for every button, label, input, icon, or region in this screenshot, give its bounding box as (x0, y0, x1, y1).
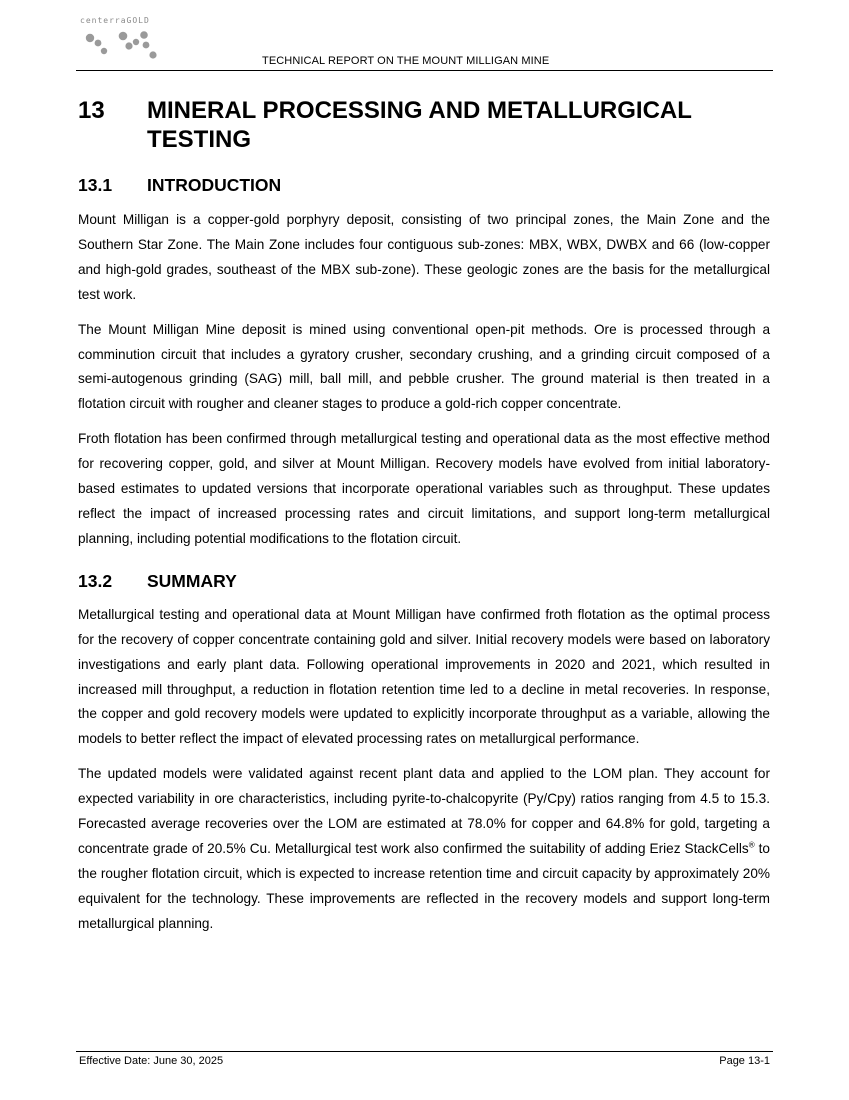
paragraph: Froth flotation has been confirmed through metallurgical testing and operational data as the most effective method for recovering copper, gold, and silver at Mount Milligan. Recovery models have evolved from initial laboratory-based estimates to updated versions that incorporate operational variables such as throughput. These updates reflect the impact of increased processing rates and circuit limitations, and support long-term metallurgical planning, including potential modifications to the flotation circuit. (78, 431, 770, 546)
section-heading-introduction (78, 174, 770, 196)
effective-date: Effective Date: June 30, 2025 (79, 1055, 224, 1067)
section-number: 13.1 (78, 175, 113, 195)
page-content (78, 96, 770, 937)
section-title: SUMMARY (147, 570, 237, 591)
logo-dots-icon (80, 24, 170, 64)
report-header-title: TECHNICAL REPORT ON THE MOUNT MILLIGAN MINE (262, 55, 550, 67)
company-logo (80, 14, 170, 64)
chapter-number: 13 (78, 97, 105, 124)
page-number: Page 13-1 (719, 1055, 770, 1067)
section-heading-summary (78, 570, 770, 592)
paragraph: Metallurgical testing and operational data at Mount Milligan have confirmed froth flotation as the optimal process for the recovery of copper concentrate containing gold and silver. Initial recovery models were based on laboratory investigations and early plant data. Following operational improvements in 2020 and 2021, which resulted in increased mill throughput, a reduction in flotation retention time led to a decline in metal recoveries. In response, the copper and gold recovery models were updated to explicitly incorporate throughput as a variable, allowing the models to better reflect the impact of elevated processing rates on metallurgical performance. (78, 606, 770, 747)
section-number: 13.2 (78, 570, 113, 591)
chapter-heading (78, 96, 770, 154)
section-title: INTRODUCTION (147, 175, 282, 195)
paragraph: Mount Milligan is a copper-gold porphyry deposit, consisting of two principal zones, the Main Zone and the Southern Star Zone. The Main Zone includes four contiguous sub-zones: MBX, WBX, DWBX and 66 (low-copper and high-gold grades, southeast of the MBX sub-zone). These geologic zones are the basis for the metallurgical test work. (78, 212, 770, 302)
header-divider (76, 70, 773, 71)
paragraph (78, 762, 770, 936)
logo-wordmark: centerraGOLD (80, 16, 150, 25)
registered-trademark-mark: ® (748, 840, 755, 850)
paragraph: The Mount Milligan Mine deposit is mined using conventional open-pit methods. Ore is processed through a comminution circuit that includes a gyratory crusher, secondary crushing, and a grinding circuit composed of a semi-autogenous grinding (SAG) mill, ball mill, and pebble crusher. The ground material is then treated in a flotation circuit with rougher and cleaner stages to produce a gold-rich copper concentrate. (78, 321, 770, 412)
paragraph-text: to the rougher flotation circuit, which is expected to increase retention time and circuit capacity by approximately 20% equivalent for the technology. These improvements are reflected in the recovery models and support long-term metallurgical planning. (78, 840, 770, 931)
paragraph-text: The updated models were validated against recent plant data and applied to the LOM plan. They account for expected variability in ore characteristics, including pyrite-to-chalcopyrite (Py/Cpy) ratios ranging from 4.5 to 15.3. Forecasted average recoveries over the LOM are estimated at 78.0% for copper and 64.8% for gold, targeting a concentrate grade of 20.5% Cu. Metallurgical test work also confirmed the suitability of adding Eriez StackCells (78, 766, 770, 856)
footer-divider (76, 1051, 773, 1052)
chapter-title: MINERAL PROCESSING AND METALLURGICAL TESTING (147, 97, 692, 153)
